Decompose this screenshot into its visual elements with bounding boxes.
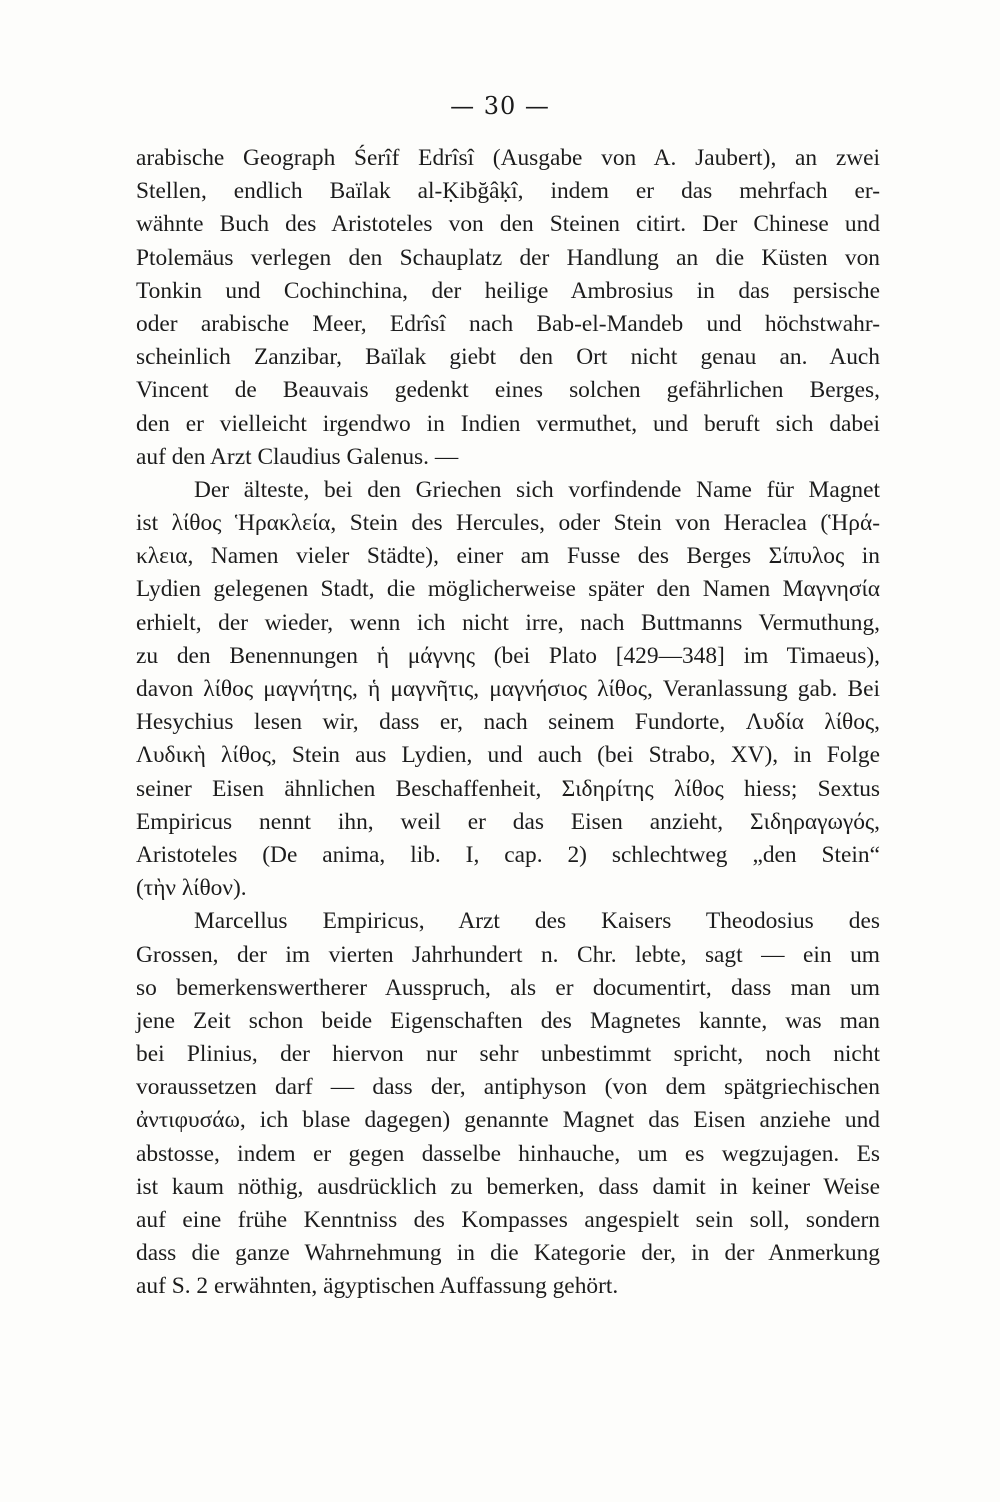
text-line: zu den Benennungen ἡ μάγνης (bei Plato [429—348] im Timaeus), <box>136 642 880 669</box>
text-line: seiner Eisen ähnlichen Beschaffenheit, Σιδηρίτης λίθος hiess; Sextus <box>136 775 880 802</box>
page-number: — 30 — <box>450 92 550 120</box>
text-line: Aristoteles (De anima, lib. I, cap. 2) schlechtweg „den Stein“ <box>136 841 880 868</box>
text-line: Ptolemäus verlegen den Schauplatz der Handlung an die Küsten von <box>136 244 880 271</box>
text-line: Der älteste, bei den Griechen sich vorfindende Name für Magnet <box>194 476 880 503</box>
text-line: scheinlich Zanzibar, Baïlak giebt den Ort nicht genau an. Auch <box>136 344 880 371</box>
text-line: Λυδικὴ λίθος, Stein aus Lydien, und auch (bei Strabo, XV), in Folge <box>136 742 880 769</box>
body-text <box>136 142 880 1304</box>
text-line: erhielt, der wieder, wenn ich nicht irre, nach Buttmanns Vermuthung, <box>136 609 880 636</box>
text-line: oder arabische Meer, Edrîsî nach Bab-el-Mandeb und höchstwahr- <box>136 310 880 337</box>
text-line: Marcellus Empiricus, Arzt des Kaisers Theodosius des <box>194 908 880 935</box>
text-line: auf S. 2 erwähnten, ägyptischen Auffassung gehört. <box>136 1273 619 1300</box>
text-line: auf eine frühe Kenntniss des Kompasses angespielt sein soll, sondern <box>136 1207 880 1233</box>
paragraph-2 <box>136 474 880 905</box>
text-line: dass die ganze Wahrnehmung in die Kategorie der, in der Anmerkung <box>136 1240 880 1267</box>
text-line: ἀντιφυσάω, ich blase dagegen) genannte Magnet das Eisen anziehe und <box>136 1107 880 1134</box>
text-line: Tonkin und Cochinchina, der heilige Ambrosius in das persische <box>136 277 880 304</box>
text-line: κλεια, Namen vieler Städte), einer am Fusse des Berges Σίπυλος in <box>136 543 880 570</box>
text-line: wähnte Buch des Aristoteles von den Steinen citirt. Der Chinese und <box>136 211 880 238</box>
text-line: Vincent de Beauvais gedenkt eines solchen gefährlichen Berges, <box>136 377 880 404</box>
text-line: bei Plinius, der hiervon nur sehr unbestimmt spricht, noch nicht <box>136 1041 880 1068</box>
text-line: Hesychius lesen wir, dass er, nach seinem Fundorte, Λυδία λίθος, <box>136 709 880 736</box>
text-line: auf den Arzt Claudius Galenus. — <box>136 443 459 470</box>
text-line: abstosse, indem er gegen dasselbe hinhauche, um es wegzujagen. Es <box>136 1140 880 1167</box>
text-line: Lydien gelegenen Stadt, die möglicherweise später den Namen Μαγνησία <box>136 576 880 603</box>
text-line: voraussetzen darf — dass der, antiphyson (von dem spätgriechischen <box>136 1074 880 1101</box>
text-line: Empiricus nennt ihn, weil er das Eisen anzieht, Σιδηραγωγός, <box>136 808 880 835</box>
text-line: ist kaum nöthig, ausdrücklich zu bemerken, dass damit in keiner Weise <box>136 1173 880 1200</box>
text-line: jene Zeit schon beide Eigenschaften des Magnetes kannte, was man <box>136 1007 880 1034</box>
paragraph-1 <box>136 142 880 474</box>
paragraph-3 <box>136 905 880 1303</box>
text-line: Stellen, endlich Baïlak al-Ḳibğâḳî, indem er das mehrfach er- <box>136 178 880 205</box>
text-line: so bemerkenswertherer Ausspruch, als er documentirt, dass man um <box>136 974 880 1001</box>
text-line: den er vielleicht irgendwo in Indien vermuthet, und beruft sich dabei <box>136 410 880 437</box>
text-line: davon λίθος μαγνήτης, ἡ μαγνῆτις, μαγνήσιος λίθος, Veranlassung gab. Bei <box>136 676 880 702</box>
text-line: (τὴν λίθον). <box>136 875 247 902</box>
text-line: arabische Geograph Śerîf Edrîsî (Ausgabe von A. Jaubert), an zwei <box>136 145 880 171</box>
text-line: ist λίθος Ἡρακλεία, Stein des Hercules, oder Stein von Heraclea (Ἡρά- <box>136 510 880 537</box>
text-line: Grossen, der im vierten Jahrhundert n. Chr. lebte, sagt — ein um <box>136 941 880 968</box>
